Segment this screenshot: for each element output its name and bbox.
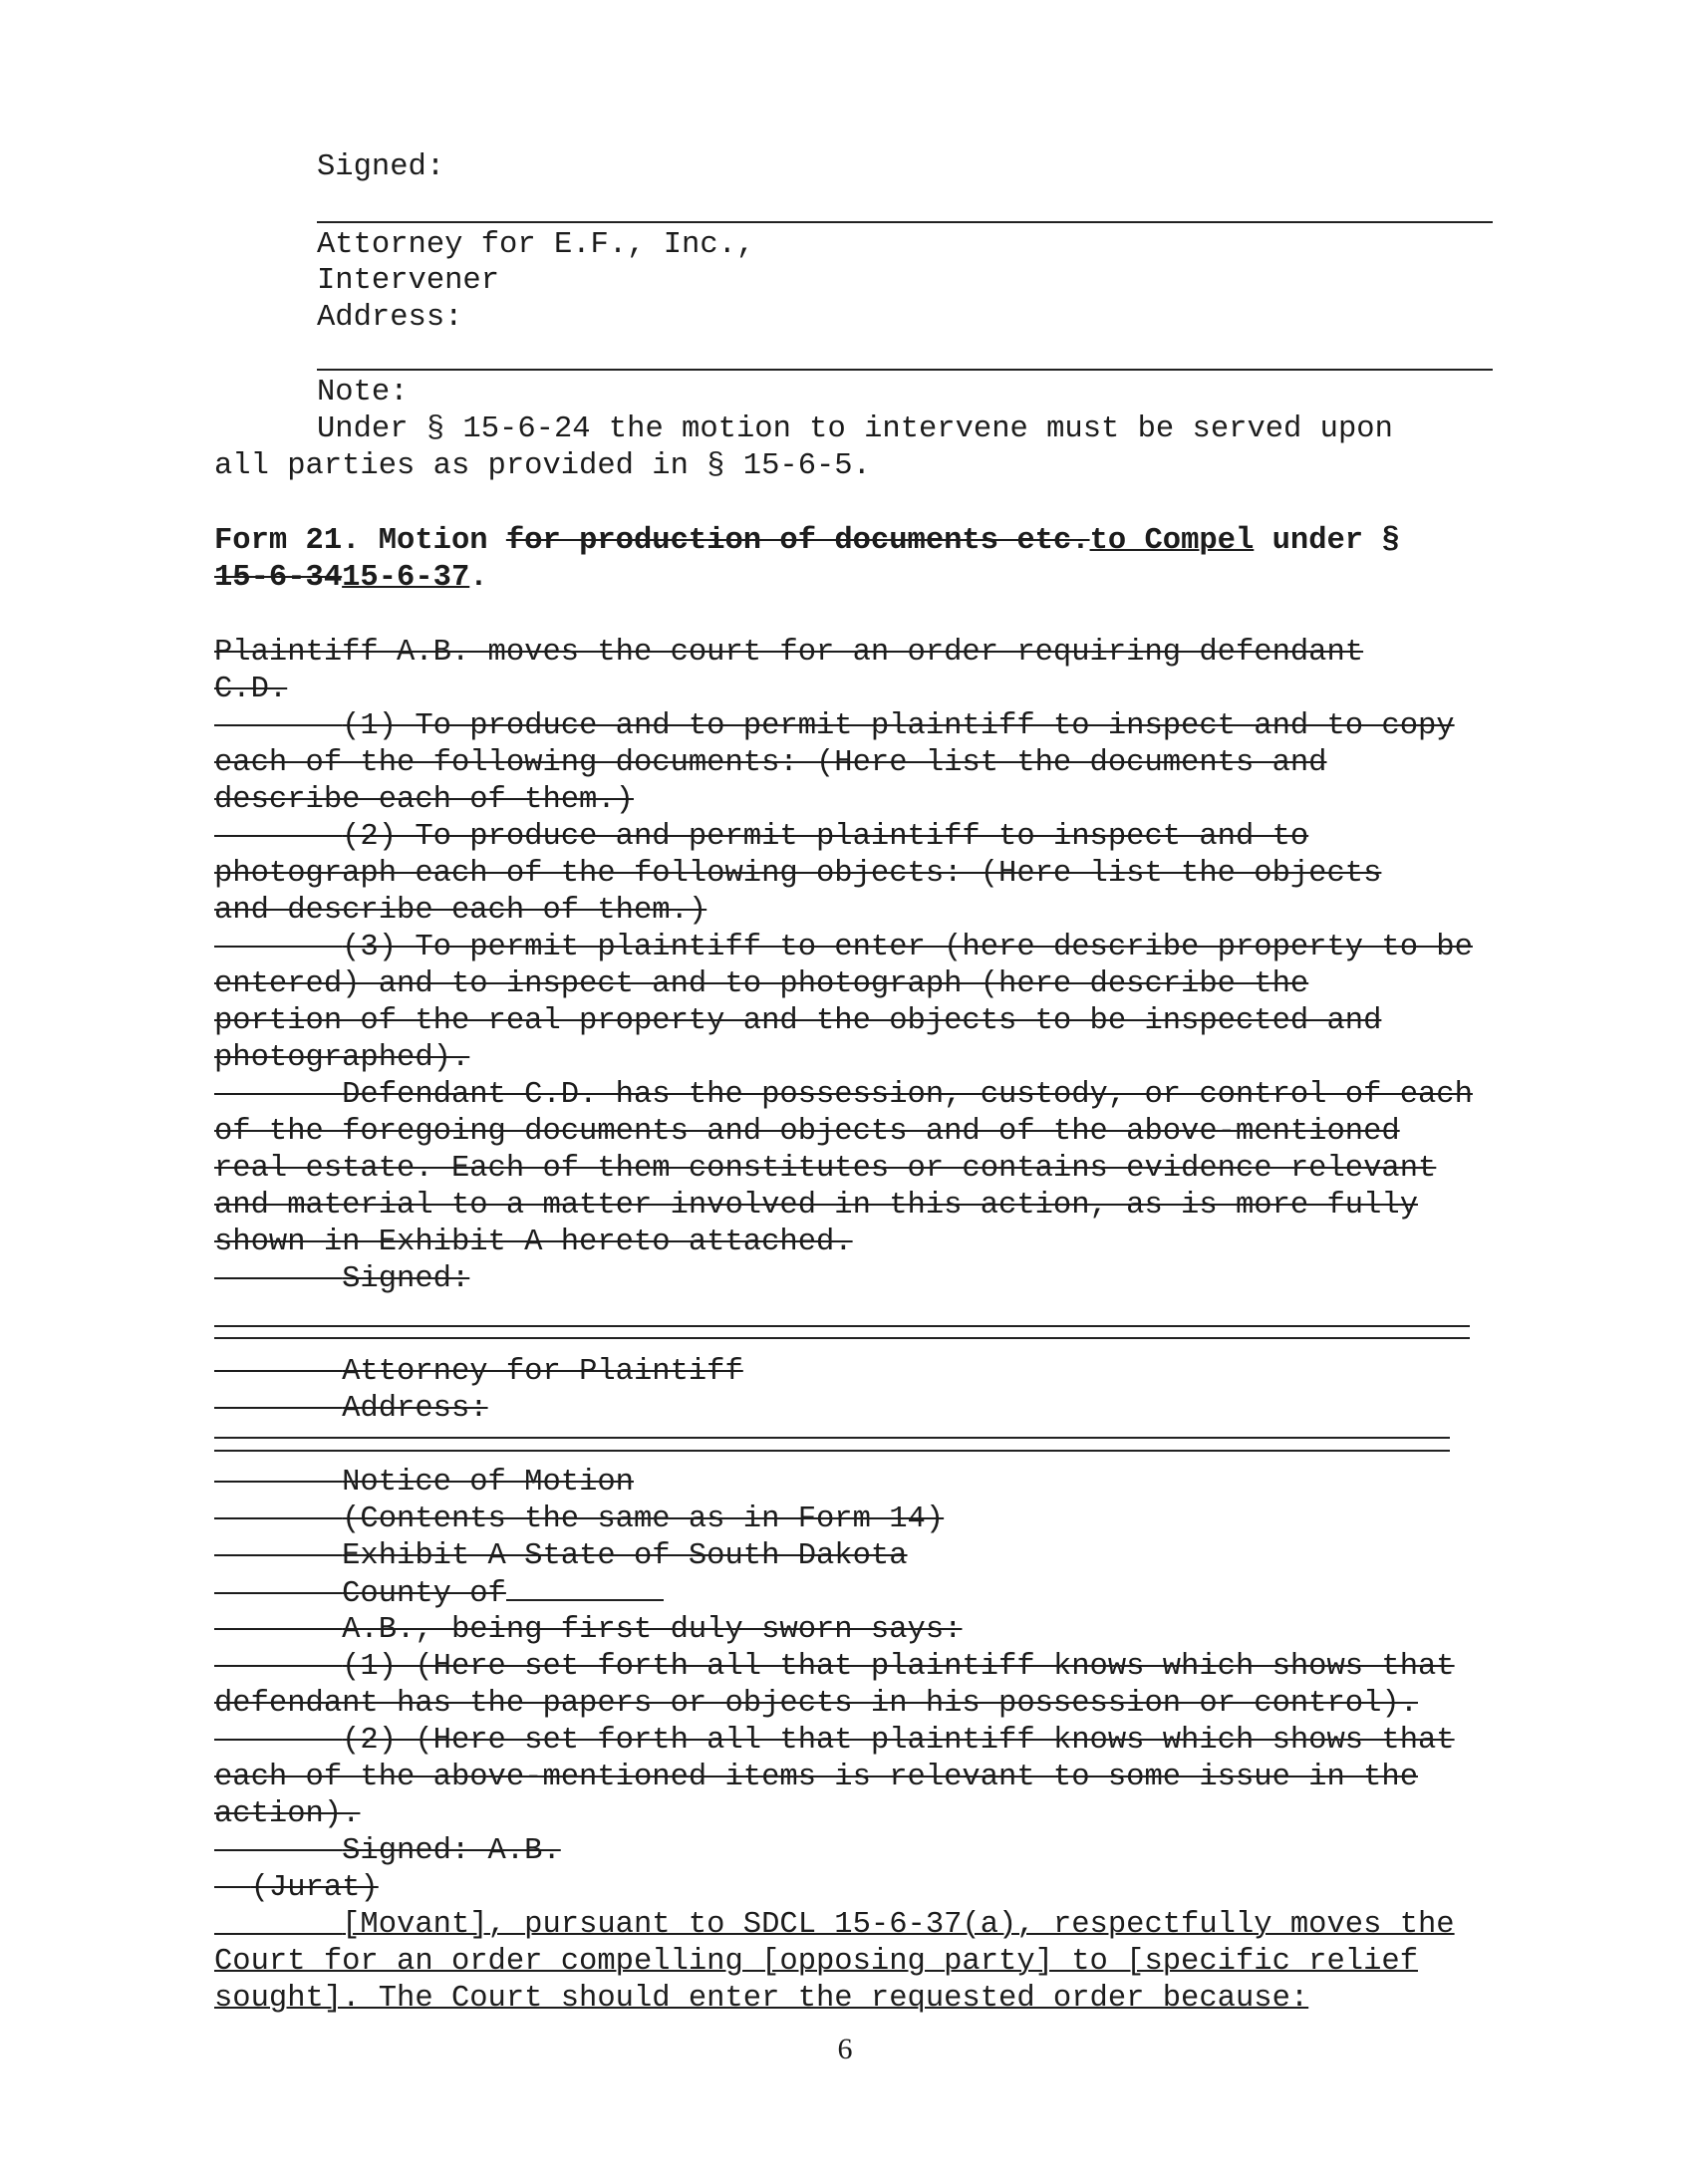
struck-line-14: of the foregoing documents and objects and of the above-mentioned (214, 1115, 1400, 1149)
struck-line-5: describe each of them.) (214, 783, 634, 817)
struck-line-26 (214, 1649, 1455, 1685)
struck-rule-3 (214, 1437, 1450, 1439)
address-label: Address: (317, 301, 463, 335)
struck-line-3-text: (1) To produce and to permit plaintiff to inspect and to copy (342, 709, 1455, 743)
struck-line-6 (214, 819, 1308, 855)
county-blank (506, 1575, 664, 1601)
struck-line-22-text: (Contents the same as in Form 14) (342, 1502, 945, 1536)
page-number: 6 (837, 2033, 853, 2065)
struck-line-30: action). (214, 1797, 361, 1831)
address-rule (317, 369, 1493, 371)
struck-line-13 (214, 1077, 1473, 1113)
struck-line-19-text: Attorney for Plaintiff (342, 1355, 743, 1389)
struck-line-18 (214, 1261, 469, 1297)
note-line-2: all parties as provided in § 15-6-5. (214, 449, 871, 483)
struck-rule-1 (214, 1325, 1470, 1327)
struck-line-2: C.D. (214, 673, 288, 706)
struck-line-3 (214, 708, 1455, 744)
struck-line-11: portion of the real property and the objects to be inspected and (214, 1004, 1382, 1038)
struck-line-24-text: County of (342, 1577, 506, 1611)
struck-line-32 (214, 1870, 379, 1906)
struck-line-7: photograph each of the following objects: (Here list the objects (214, 857, 1382, 891)
struck-line-26-text: (1) (Here set forth all that plaintiff knows which shows that (342, 1650, 1455, 1684)
note-line-1: Under § 15-6-24 the motion to intervene must be served upon (317, 412, 1393, 446)
struck-line-28 (214, 1723, 1455, 1759)
struck-line-13-text: Defendant C.D. has the possession, custody, or control of each (342, 1078, 1473, 1112)
struck-line-18-text: Signed: (342, 1262, 470, 1296)
inserted-line-3: sought]. The Court should enter the requested order because: (214, 1982, 1309, 2016)
struck-line-25 (214, 1612, 962, 1648)
form-21-heading (214, 523, 1400, 559)
struck-line-24 (214, 1575, 664, 1612)
struck-rule-2 (214, 1337, 1470, 1339)
struck-line-6-text: (2) To produce and permit plaintiff to inspect and to (342, 820, 1309, 854)
heading-middle: under § (1254, 524, 1400, 558)
struck-line-20-text: Address: (342, 1392, 488, 1426)
form-21-heading-ref (214, 560, 488, 596)
struck-line-31-text: Signed: A.B. (342, 1834, 561, 1868)
struck-line-20 (214, 1391, 488, 1427)
attorney-line-2: Intervener (317, 264, 500, 298)
struck-line-28-text: (2) (Here set forth all that plaintiff knows which shows that (342, 1724, 1455, 1758)
struck-line-21 (214, 1465, 634, 1501)
struck-line-17: shown in Exhibit A hereto attached. (214, 1226, 853, 1259)
struck-title: for production of documents etc. (505, 524, 1090, 558)
struck-line-4: each of the following documents: (Here list the documents and (214, 746, 1327, 780)
heading-prefix: Form 21. Motion (214, 524, 506, 558)
struck-rule-4 (214, 1450, 1450, 1452)
struck-line-32-text: (Jurat) (250, 1871, 379, 1905)
signature-rule (317, 221, 1493, 223)
struck-line-31 (214, 1833, 561, 1869)
inserted-line-2: Court for an order compelling [opposing party] to [specific relief (214, 1945, 1418, 1979)
struck-line-1: Plaintiff A.B. moves the court for an order requiring defendant (214, 636, 1364, 670)
struck-line-9-text: (3) To permit plaintiff to enter (here describe property to be (342, 931, 1473, 964)
inserted-line-1-text: [Movant], pursuant to SDCL 15-6-37(a), respectfully moves the (342, 1908, 1455, 1942)
struck-line-22 (214, 1502, 944, 1537)
heading-period: . (469, 561, 488, 595)
attorney-line-1: Attorney for E.F., Inc., (317, 228, 755, 262)
struck-ref: 15-6-34 (214, 561, 343, 595)
struck-line-27: defendant has the papers or objects in his possession or control). (214, 1687, 1418, 1721)
signed-label: Signed: (317, 150, 445, 184)
struck-line-10: entered) and to inspect and to photograph (here describe the (214, 967, 1309, 1001)
struck-line-29: each of the above-mentioned items is relevant to some issue in the (214, 1761, 1418, 1794)
struck-line-16: and material to a matter involved in this action, as is more fully (214, 1189, 1418, 1223)
struck-line-25-text: A.B., being first duly sworn says: (342, 1613, 963, 1647)
struck-line-23 (214, 1538, 908, 1574)
inserted-title: to Compel (1089, 524, 1255, 558)
struck-line-15: real estate. Each of them constitutes or contains evidence relevant (214, 1152, 1437, 1186)
struck-line-21-text: Notice of Motion (342, 1466, 634, 1500)
inserted-ref: 15-6-37 (342, 561, 470, 595)
struck-line-9 (214, 930, 1473, 965)
struck-line-12: photographed). (214, 1041, 470, 1075)
note-label: Note: (317, 376, 409, 410)
struck-line-23-text: Exhibit A State of South Dakota (342, 1539, 908, 1573)
struck-line-8: and describe each of them.) (214, 894, 707, 928)
inserted-line-1 (214, 1907, 1455, 1943)
struck-line-19 (214, 1354, 743, 1390)
